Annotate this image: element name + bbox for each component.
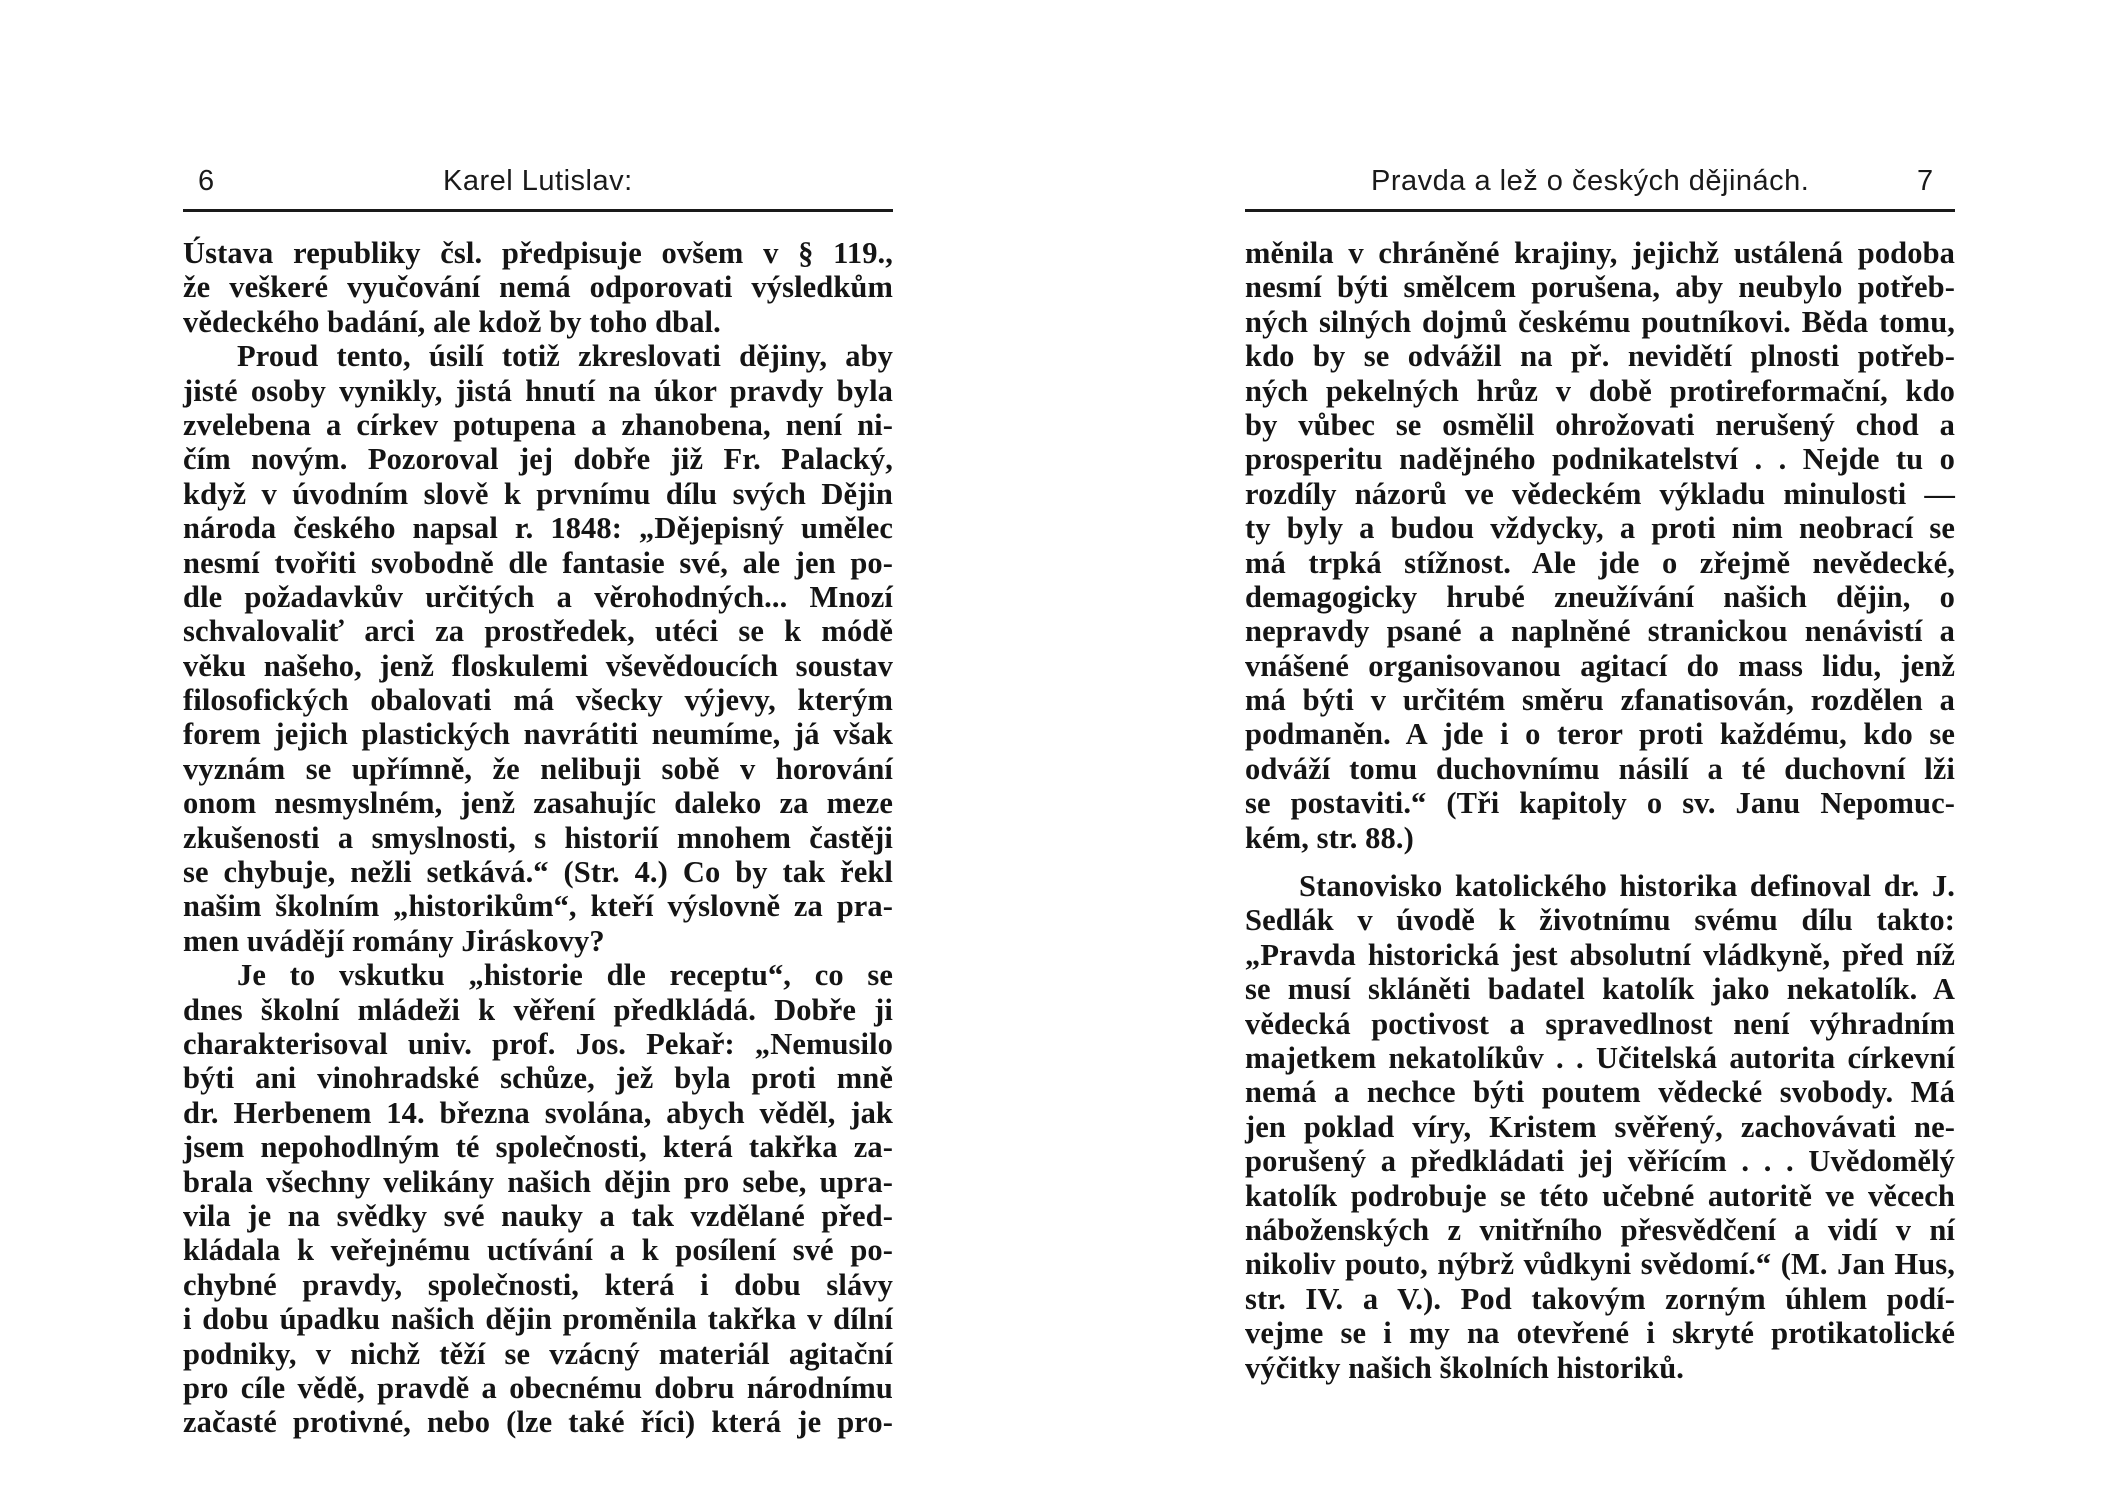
text-line: ných silných dojmů českému poutníkovi. Běda tomu, <box>1245 304 1955 339</box>
text-line: našim školním „historikům“, kteří výslovně za pra- <box>183 889 893 924</box>
text-line: zkušenosti a smyslnosti, s historií mnohem častěji <box>183 820 893 855</box>
text-line: výčitky našich školních historiků. <box>1245 1350 1684 1385</box>
text-line: vnášené organisovanou agitací do mass lidu, jenž <box>1245 648 1955 683</box>
text-line: vejme se i my na otevřené i skryté protikatolické <box>1245 1316 1955 1351</box>
text-line: charakterisoval univ. prof. Jos. Pekař: „Nemusilo <box>183 1026 893 1061</box>
text-line: dle požadavkův určitých a věrohodných... Mnozí <box>183 579 893 614</box>
text-line: kládala k veřejnému uctívání a k posílení své po- <box>183 1233 893 1268</box>
text-line: vědecká poctivost a spravedlnost není výhradním <box>1245 1006 1955 1041</box>
text-line: i dobu úpadku našich dějin proměnila takřka v dílní <box>183 1302 893 1337</box>
text-line: Ústava republiky čsl. předpisuje ovšem v § 119., <box>183 236 893 270</box>
right-running-head: Pravda a lež o českých dějinách. <box>1371 165 1810 197</box>
text-line: Sedlák v úvodě k životnímu svému dílu takto: <box>1245 903 1955 938</box>
text-line: podniky, v nichž těží se vzácný materiál agitační <box>183 1336 893 1371</box>
text-line: nemá a nechce býti poutem vědecké svobody. Má <box>1245 1075 1955 1110</box>
text-line: podmaněn. A jde i o teror proti každému, kdo se <box>1245 717 1955 752</box>
text-line: jsem nepohodlným té společnosti, která takřka za- <box>183 1130 893 1165</box>
paragraph-gap <box>1245 855 1955 869</box>
text-line: forem jejich plastických navrátiti neumíme, já však <box>183 717 893 752</box>
text-line: prosperitu nadějného podnikatelství . . Nejde tu o <box>1245 442 1955 477</box>
text-line: býti ani vinohradské schůze, jež byla proti mně <box>183 1061 893 1096</box>
text-line: majetkem nekatolíkův . . Učitelská autorita církevní <box>1245 1040 1955 1075</box>
left-page <box>183 165 893 1440</box>
text-line: se chybuje, nežli setkává.“ (Str. 4.) Co by tak řekl <box>183 855 893 890</box>
text-line: má trpká stížnost. Ale jde o zřejmě nevědecké, <box>1245 545 1955 580</box>
left-page-header <box>183 165 893 205</box>
right-page-body <box>1245 236 1955 1385</box>
text-line: chybné pravdy, společnosti, která i dobu slávy <box>183 1267 893 1302</box>
text-line: národa českého napsal r. 1848: „Dějepisný umělec <box>183 511 893 546</box>
text-line: nesmí tvořiti svobodně dle fantasie své, ale jen po- <box>183 545 893 580</box>
text-line: náboženských z vnitřního přesvědčení a vidí v ní <box>1245 1212 1955 1247</box>
text-line: má býti v určitém směru zfanatisován, rozdělen a <box>1245 683 1955 718</box>
text-line: odváží tomu duchovnímu násilí a té duchovní lži <box>1245 751 1955 786</box>
text-line: Proud tento, úsilí totiž zkreslovati dějiny, aby <box>237 339 893 374</box>
text-line: věku našeho, jenž floskulemi vševědoucích soustav <box>183 648 893 683</box>
text-line: jisté osoby vynikly, jistá hnutí na úkor pravdy byla <box>183 373 893 408</box>
right-header-rule <box>1245 209 1955 212</box>
text-line: se postaviti.“ (Tři kapitoly o sv. Janu Nepomuc- <box>1245 786 1955 821</box>
text-line: kdo by se odvážil na př. nevidětí plnosti potřeb- <box>1245 339 1955 374</box>
text-line: jen poklad víry, Kristem svěřený, zachovávati ne- <box>1245 1109 1955 1144</box>
text-line: schvalovaliť arci za prostředek, utéci se k módě <box>183 614 893 649</box>
text-line: zvelebena a církev potupena a zhanobena, není ni- <box>183 407 893 442</box>
text-line: nepravdy psané a naplněné stranickou nenávistí a <box>1245 614 1955 649</box>
right-page-header <box>1245 165 1955 205</box>
text-line: onom nesmyslném, jenž zasahujíc daleko za meze <box>183 786 893 821</box>
text-line: by vůbec se osmělil ohrožovati nerušený chod a <box>1245 407 1955 442</box>
text-line: když v úvodním slově k prvnímu dílu svých Dějin <box>183 476 893 511</box>
right-page <box>1245 165 1955 1385</box>
left-running-head: Karel Lutislav: <box>443 165 633 197</box>
left-header-rule <box>183 209 893 212</box>
text-line: začasté protivné, nebo (lze také říci) která je pro- <box>183 1405 893 1440</box>
text-line: katolík podrobuje se této učebné autoritě ve věcech <box>1245 1178 1955 1213</box>
text-line: brala všechny velikány našich dějin pro sebe, upra- <box>183 1164 893 1199</box>
text-line: nikoliv pouto, nýbrž vůdkyni svědomí.“ (M. Jan Hus, <box>1245 1247 1955 1282</box>
text-line: nesmí býti smělcem porušena, aby neubylo potřeb- <box>1245 270 1955 305</box>
text-line: vila je na svědky své nauky a tak vzdělané před- <box>183 1198 893 1233</box>
text-line: čím novým. Pozoroval jej dobře již Fr. Palacký, <box>183 442 893 477</box>
text-line: demagogicky hrubé zneužívání našich dějin, o <box>1245 579 1955 614</box>
text-line: že veškeré vyučování nemá odporovati výsledkům <box>183 270 893 305</box>
text-line: men uvádějí romány Jiráskovy? <box>183 923 605 958</box>
text-line: ných pekelných hrůz v době protireformační, kdo <box>1245 373 1955 408</box>
text-line: se musí skláněti badatel katolík jako nekatolík. A <box>1245 972 1955 1007</box>
text-line: dnes školní mládeži k věření předkládá. Dobře ji <box>183 992 893 1027</box>
left-page-body <box>183 236 893 1440</box>
text-line: pro cíle vědě, pravdě a obecnému dobru národnímu <box>183 1370 893 1405</box>
text-line: rozdíly názorů ve vědeckém výkladu minulosti — <box>1245 476 1955 511</box>
text-line: Stanovisko katolického historika definoval dr. J. <box>1299 869 1955 904</box>
text-line: Je to vskutku „historie dle receptu“, co se <box>237 958 893 993</box>
right-page-number: 7 <box>1917 165 1934 197</box>
text-line: kém, str. 88.) <box>1245 820 1414 855</box>
text-line: vyznám se upřímně, že nelibuji sobě v horování <box>183 751 893 786</box>
text-line: porušený a předkládati jej věřícím . . . Uvědomělý <box>1245 1144 1955 1179</box>
text-line: měnila v chráněné krajiny, jejichž ustálená podoba <box>1245 236 1955 270</box>
left-page-number: 6 <box>198 165 215 197</box>
text-line: „Pravda historická jest absolutní vládkyně, před níž <box>1245 937 1955 972</box>
text-line: str. IV. a V.). Pod takovým zorným úhlem podí- <box>1245 1281 1955 1316</box>
text-line: vědeckého badání, ale kdož by toho dbal. <box>183 304 721 339</box>
text-line: dr. Herbenem 14. března svolána, abych věděl, jak <box>183 1095 893 1130</box>
text-line: filosofických obalovati má všecky výjevy, kterým <box>183 683 893 718</box>
text-line: ty byly a budou vždycky, a proti nim neobrací se <box>1245 511 1955 546</box>
